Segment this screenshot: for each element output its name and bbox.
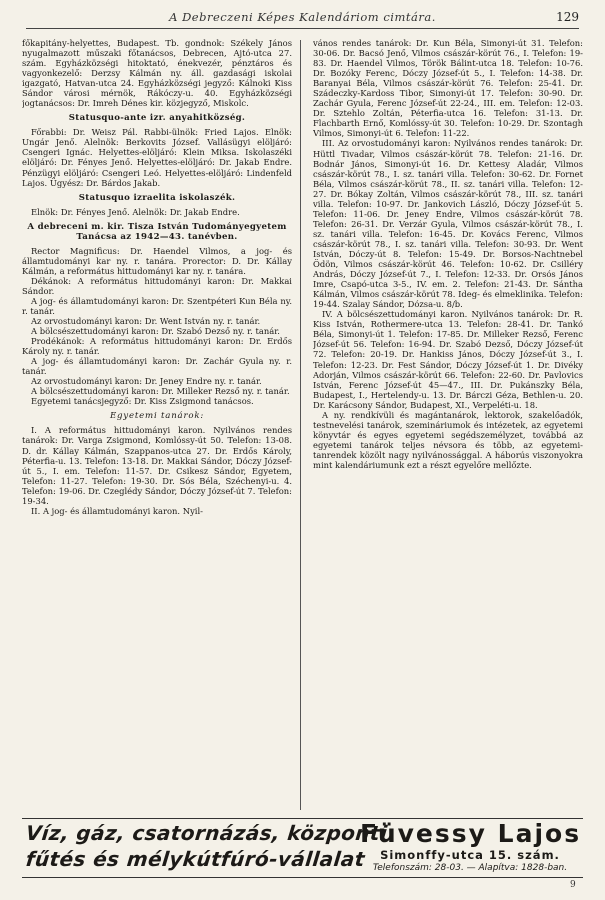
paragraph: Az orvostudományi karon: Dr. Jeney Endre ny. r. tanár. (31, 376, 262, 387)
paragraph: Főrabbi: Dr. Weisz Pál. Rabbi-ülnök: Fried Lajos. Elnök: Ungár Jenő. Alelnök: Berkovits József. Vallásügyi elöljáró: Csengeri Ignác. Helyettes-elöljáró: Klein Miksa. Iskolaszéki elöljáró: Dr. Fényes Jenő. Helyettes-elöljáró: Dr. Jakab Endre. Pénzügyi elöljáró: Csengeri Leó. Helyettes-elöljáró: Lindenfeld Lajos. Ügyész: Dr. Bárdos Jakab. (22, 127, 292, 188)
running-title: A Debreczeni Képes Kalendáriom cimtára. (169, 10, 436, 24)
ad-address: Simonffy-utca 15. szám. (380, 848, 560, 862)
paragraph: III. Az orvostudományi karon: Nyilvános rendes tanárok: Dr. Hüttl Tivadar, Vilmos császár-körút 78. Telefon: 21-16. Dr. Bodnár János, Simonyi-út 16. Dr. Kettesy Aladár, Vilmos császár-körút 78., I. sz. tanári villa. Telefon: 30-62. Dr. Fornet Béla, Vilmos császár-körút 78., II. sz. tanári villa. Telefon: 12-27. Dr. Bókay Zoltán, Vilmos császár-körút 78., III. sz. tanári villa. Telefon: 10-97. Dr. Jankovich László, Dóczy József-út 5. Telefon: 11-06. Dr. Jeney Endre, Vilmos császár-körút 78. Telefon: 26-31. Dr. Verzár Gyula, Vilmos császár-körút 78., I. sz. tanári villa. Telefon: 16-45. Dr. Kovács Ferenc, Vilmos császár-körút 78., I. sz. tanári villa. Telefon: 30-93. Dr. Went István, Dóczy-út 8. Telefon: 15-49. Dr. Borsos-Nachtnebel Ödön, Vilmos császár-körút 46. Telefon: 10-62. Dr. Csilléry András, Dóczy József-út 7., I. Telefon: 12-33. Dr. Orsós János Imre, Csapó-utca 3-5., IV. em. 2. Telefon: 21-43. Dr. Sántha Kálmán, Vilmos császár-körút 78. Ideg- és elmeklinika. Telefon: 19-44. Szalay Sándor, Dózsa-u. 8/b. (313, 138, 583, 310)
paragraph: vános rendes tanárok: Dr. Kun Béla, Simonyi-út 31. Telefon: 30-06. Dr. Bacsó Jenő, Vilmos császár-körút 76., I. Telefon: 19-83. Dr. Haendel Vilmos, Török Bálint-utca 18. Telefon: 10-76. Dr. Bozóky Ferenc, Dóczy József-út 5., I. Telefon: 14-38. Dr. Baranyai Béla, Vilmos császár-körút 76. Telefon: 25-41. Dr. Szádeczky-Kardoss Tibor, Simonyi-út 17. Telefon: 30-90. Dr. Zachár Gyula, Ferenc József-út 22-24., III. em. Telefon: 12-03. Dr. Sztehlo Zoltán, Péterfia-utca 16. Telefon: 31-13. Dr. Flachbarth Ernő, Komlóssy-út 30. Telefon: 10-29. Dr. Szontagh Vilmos, Simonyi-út 6. Telefon: 11-22. (313, 38, 583, 139)
paragraph: IV. A bölcsészettudományi karon. Nyilvános tanárok: Dr. R. Kiss István, Rothermere-utca 13. Telefon: 28-41. Dr. Tankó Béla, Simonyi-út 1. Telefon: 17-85. Dr. Milleker Rezső, Ferenc József-út 56. Telefon: 16-94. Dr. Szabó Dezső, Dóczy József-út 72. Telefon: 20-19. Dr. Hankiss János, Dóczy József-út 3., I. Telefon: 12-23. Dr. Fest Sándor, Dóczy József-út 1. Dr. Divéky Adorján, Vilmos császár-körút 66. Telefon: 22-60. Dr. Pavlovics István, Ferenc József-út 45—47., III. Dr. Pukánszky Béla, Budapest, I., Hertelendy-u. 13. Dr. Bárczi Géza, Bethlen-u. 20. Dr. Karácsony Sándor, Budapest, XI., Verpeléti-u. 18. (313, 309, 583, 410)
paragraph: A bölcsészettudományi karon: Dr. Milleker Rezső ny. r. tanár. (31, 386, 290, 397)
ad-services-line-2: fűtés és mélykútfúró-vállalat (24, 847, 367, 871)
section-heading: Statusquo izraelita iskolaszék. (78, 192, 236, 203)
running-header (26, 8, 579, 30)
column-divider (300, 40, 301, 810)
section-heading: Statusquo-ante izr. anyahitközség. (68, 113, 246, 124)
paragraph: A jog- és államtudományi karon: Dr. Zachár Gyula ny. r. tanár. (22, 356, 292, 377)
right-column (313, 38, 583, 811)
paragraph: II. A jog- és államtudományi karon. Nyil- (31, 505, 203, 516)
ad-services-line-1: Víz, gáz, csatornázás, központi (24, 821, 389, 845)
paragraph: Prodékánok: A református hittudományi karon: Dr. Erdős Károly ny. r. tanár. (22, 336, 292, 357)
paragraph: Rector Magnificus: Dr. Haendel Vilmos, a jog- és államtudományi kar ny. r. tanára. Prorector: D. Dr. Kállay Kálmán, a református hittudományi kar ny. r. tanára. (22, 245, 292, 276)
paragraph: Dékánok: A református hittudományi karon: Dr. Makkai Sándor. (22, 275, 292, 296)
paragraph: Egyetemi tanácsjegyző: Dr. Kiss Zsigmond tanácsos. (31, 396, 254, 407)
ad-phone: Telefonszám: 28-03. — Alapítva: 1828-ban. (372, 863, 568, 873)
section-subheading: Egyetemi tanárok: (109, 411, 205, 422)
paragraph: Elnök: Dr. Fényes Jenő. Alelnök: Dr. Jakab Endre. (31, 206, 240, 217)
printer-signature-mark: 9 (570, 880, 576, 890)
header-rule (26, 28, 579, 29)
paragraph: A bölcsészettudományi karon: Dr. Szabó Dezső ny. r. tanár. (31, 326, 280, 337)
advertisement (22, 818, 583, 878)
ad-company-name: Füvessy Lajos (360, 819, 582, 848)
paragraph: Az orvostudományi karon: Dr. Went István ny. r. tanár. (31, 315, 261, 326)
paragraph: A jog- és államtudományi karon: Dr. Szentpéteri Kun Béla ny. r. tanár. (22, 295, 292, 316)
left-column (22, 38, 292, 811)
paragraph: főkapitány-helyettes, Budapest. Tb. gondnok: Székely János nyugalmazott műszaki főtanácsos, Debrecen, Ajtó-utca 27. szám. Egyházközségi hitoktató, énekvezér, pénztáros és vagyonkezelő: Derzsy Kálmán ny. áll. gazdasági iskolai igazgató, Hatvan-utca 24. Egyházközségi jegyző: Kálnoki Kiss Sándor városi mérnök, Rákóczy-u. 40. Egyházközségi jogtanácsos: Dr. Imreh Dénes kir. közjegyző, Miskolc. (22, 38, 292, 109)
section-heading: A debreceni m. kir. Tisza István Tudományegyetem Tanácsa az 1942—43. tanévben. (27, 221, 287, 242)
paragraph: A ny. rendkívüli és magántanárok, lektorok, szakelőadók, testnevelési tanárok, szemináriumok és intézetek, az egyetemi könyvtár és egyes egyetemi segédszemélyzet, továbbá az egyetemi tanárok teljes névsora és több, az egyetemi-tanrendek közölt nagy nyilvánossággal. A háborús viszonyokra mint kalendáriumunk ezt a részt egyelőre mellőzte. (313, 409, 583, 470)
paragraph: I. A református hittudományi karon. Nyilvános rendes tanárok: Dr. Varga Zsigmond, Komlóssy-út 50. Telefon: 13-08. D. dr. Kállay Kálmán, Szappanos-utca 27. Dr. Erdős Károly, Péterfia-u. 13. Telefon: 13-18. Dr. Makkai Sándor, Dóczy József-út 5., I. em. Telefon: 11-57. Dr. Csikesz Sándor, Egyetem, Telefon: 11-27. Telefon: 19-30. Dr. Sós Béla, Széchenyi-u. 4. Telefon: 19-06. Dr. Czeglédy Sándor, Dóczy József-út 7. Telefon: 19-34. (22, 425, 292, 506)
page-number: 129 (556, 10, 579, 24)
